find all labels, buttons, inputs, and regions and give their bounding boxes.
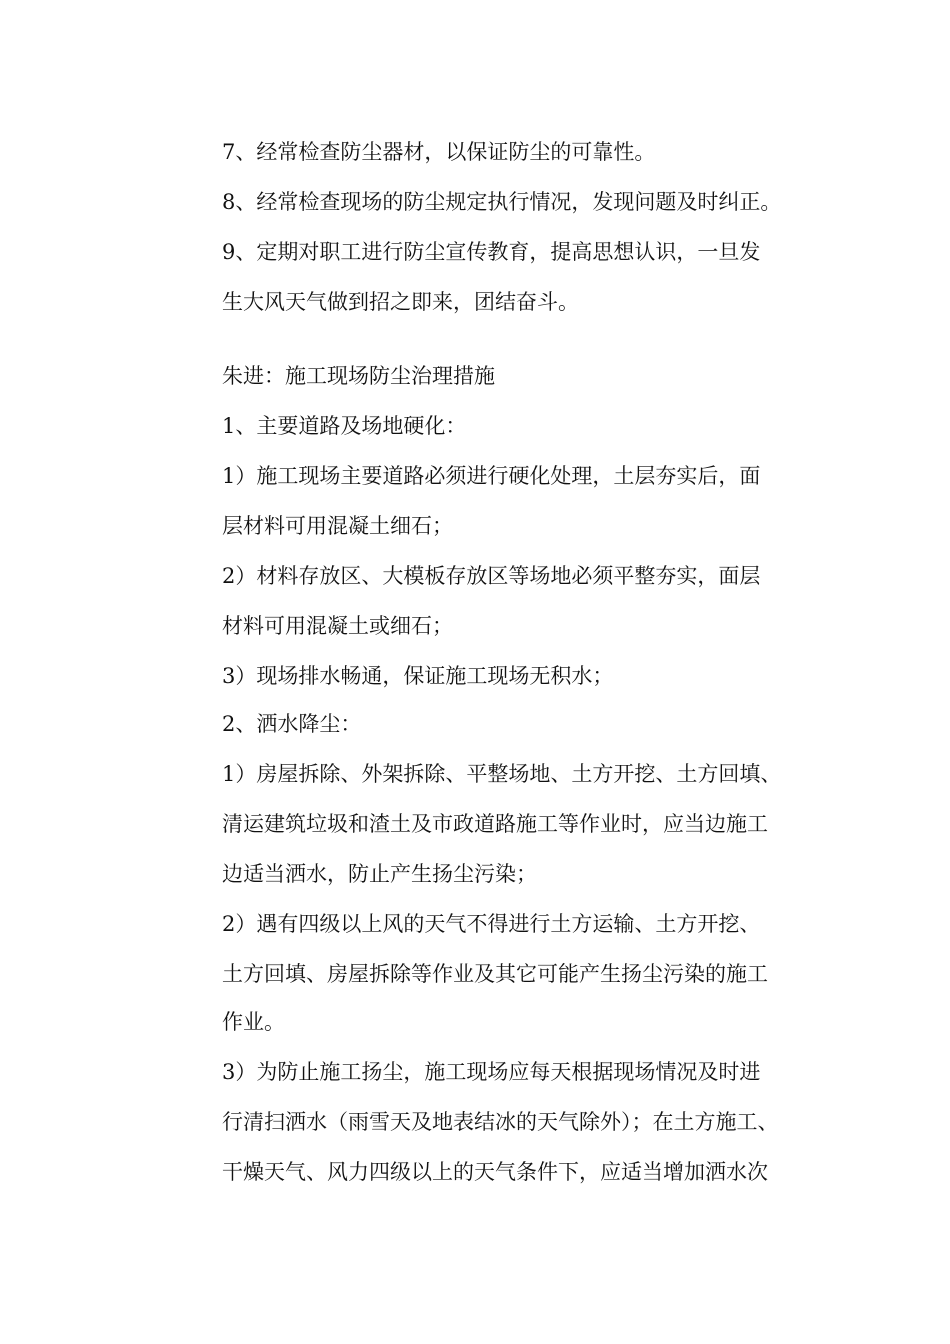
text-line: 2）材料存放区、大模板存放区等场地必须平整夯实，面层 — [222, 564, 761, 588]
text-line: 材料可用混凝土或细石； — [222, 614, 453, 638]
text-line: 生大风天气做到招之即来，团结奋斗。 — [222, 290, 579, 314]
section-heading: 朱进：施工现场防尘治理措施 — [222, 364, 495, 388]
text-line: 干燥天气、风力四级以上的天气条件下，应适当增加洒水次 — [222, 1160, 768, 1184]
text-line: 清运建筑垃圾和渣土及市政道路施工等作业时，应当边施工 — [222, 812, 768, 836]
subsection-heading: 1、主要道路及场地硬化： — [222, 414, 467, 438]
text-line: 边适当洒水，防止产生扬尘污染； — [222, 862, 537, 886]
text-line: 8、经常检查现场的防尘规定执行情况，发现问题及时纠正。 — [222, 190, 782, 214]
text-line: 层材料可用混凝土细石； — [222, 514, 453, 538]
text-line: 1）房屋拆除、外架拆除、平整场地、土方开挖、土方回填、 — [222, 762, 782, 786]
text-line: 3）现场排水畅通，保证施工现场无积水； — [222, 664, 614, 688]
text-line: 行清扫洒水（雨雪天及地表结冰的天气除外）；在土方施工、 — [222, 1110, 779, 1134]
text-line: 1）施工现场主要道路必须进行硬化处理，土层夯实后，面 — [222, 464, 761, 488]
text-line: 9、定期对职工进行防尘宣传教育，提高思想认识，一旦发 — [222, 240, 761, 264]
text-line: 作业。 — [222, 1010, 285, 1034]
text-line: 2）遇有四级以上风的天气不得进行土方运输、土方开挖、 — [222, 912, 761, 936]
text-line: 3）为防止施工扬尘，施工现场应每天根据现场情况及时进 — [222, 1060, 761, 1084]
subsection-heading: 2、洒水降尘： — [222, 712, 362, 736]
text-line: 7、经常检查防尘器材，以保证防尘的可靠性。 — [222, 140, 656, 164]
text-line: 土方回填、房屋拆除等作业及其它可能产生扬尘污染的施工 — [222, 962, 768, 986]
